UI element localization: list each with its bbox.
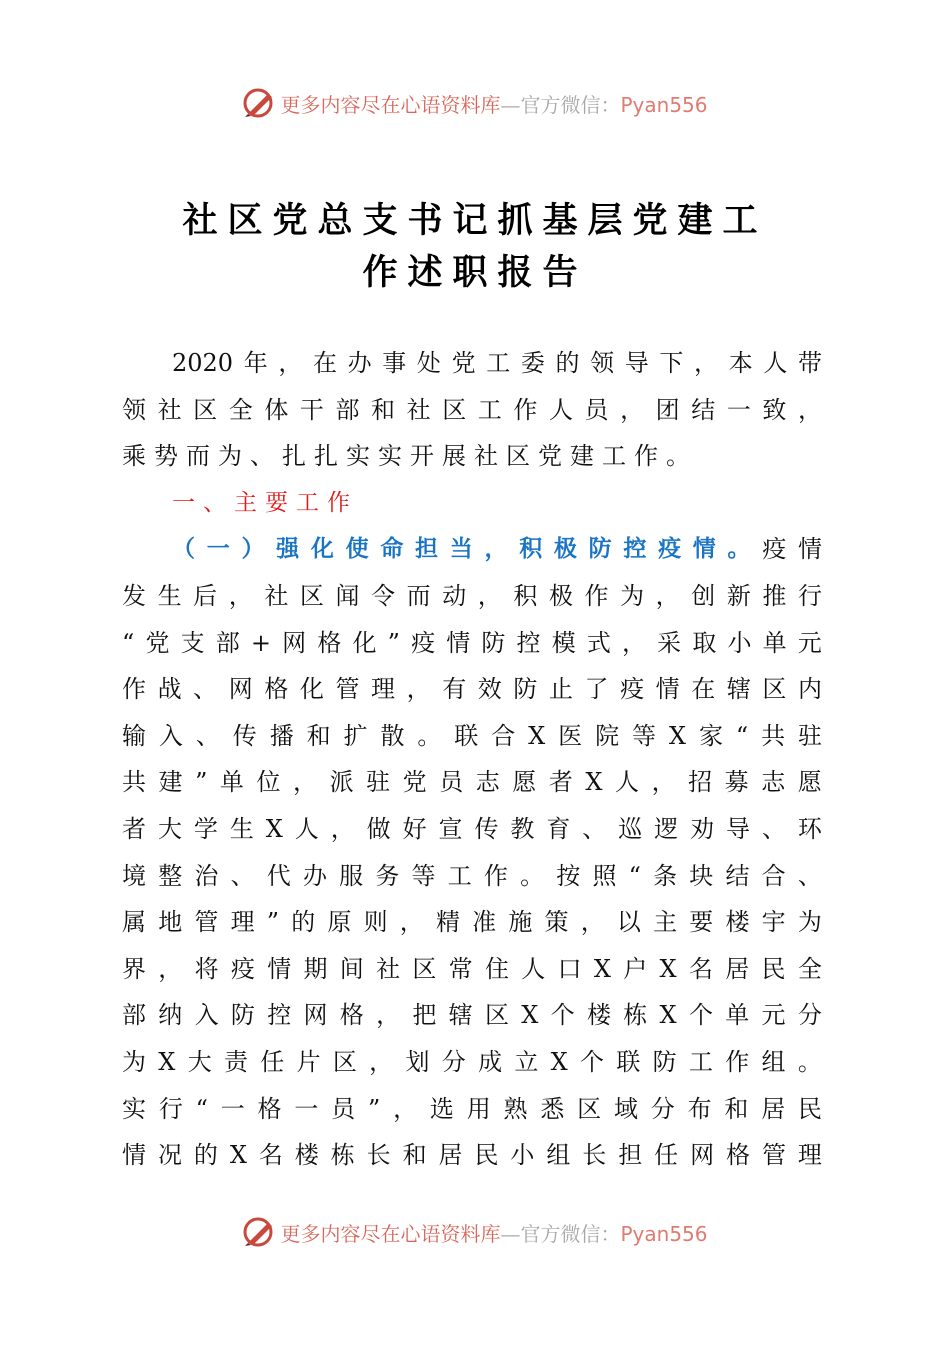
text-line: 情 况 的 X 名 楼 栋 长 和 居 民 小 组 长 担 任 网 格 管 理 xyxy=(122,1141,822,1170)
header-watermark xyxy=(0,83,950,123)
watermark-text: 更多内容尽在心语资料库—官方微信：Pyan556 xyxy=(280,1221,708,1246)
section-heading-text: 一 、 主 要 工 作 xyxy=(172,489,350,516)
footer-watermark xyxy=(0,1212,950,1252)
document-title xyxy=(120,195,830,299)
subsection-paragraph xyxy=(122,526,822,1178)
pen-logo-icon xyxy=(242,86,276,120)
intro-paragraph xyxy=(122,340,822,480)
text-line: 者 大 学 生 X 人 ， 做 好 宣 传 教 育 、 巡 逻 劝 导 、 环 xyxy=(122,814,822,843)
pen-logo-icon xyxy=(242,1215,276,1249)
watermark-text: 更多内容尽在心语资料库—官方微信：Pyan556 xyxy=(280,92,708,117)
document-body xyxy=(122,340,822,1179)
text-line: 发 生 后 ， 社 区 闻 令 而 动 ， 积 极 作 为 ， 创 新 推 行 xyxy=(122,581,822,610)
text-line: 领 社 区 全 体 干 部 和 社 区 工 作 人 员 ， 团 结 一 致 ， xyxy=(122,395,822,424)
text-line: （ 一 ） 强 化 使 命 担 当 ， 积 极 防 控 疫 情 。 疫 情 xyxy=(172,535,822,564)
text-line: 乘 势 而 为 、 扎 扎 实 实 开 展 社 区 党 建 工 作 。 xyxy=(122,442,690,471)
title-line-2: 作述职报告 xyxy=(362,253,588,293)
title-line-1: 社区党总支书记抓基层党建工 xyxy=(182,201,768,241)
section-heading xyxy=(122,480,822,527)
text-line: 界 ， 将 疫 情 期 间 社 区 常 住 人 口 X 户 X 名 居 民 全 xyxy=(122,954,822,983)
text-line: 共 建 ” 单 位 ， 派 驻 党 员 志 愿 者 X 人 ， 招 募 志 愿 xyxy=(122,768,822,797)
text-line: 部 纳 入 防 控 网 格 ， 把 辖 区 X 个 楼 栋 X 个 单 元 分 xyxy=(122,1001,822,1030)
text-line: “ 党 支 部 + 网 格 化 ” 疫 情 防 控 模 式 ， 采 取 小 单 元 xyxy=(122,628,822,657)
text-line: 作 战 、 网 格 化 管 理 ， 有 效 防 止 了 疫 情 在 辖 区 内 xyxy=(122,675,822,704)
text-line: 实 行 “ 一 格 一 员 ” ， 选 用 熟 悉 区 域 分 布 和 居 民 xyxy=(122,1094,822,1123)
text-line: 属 地 管 理 ” 的 原 则 ， 精 准 施 策 ， 以 主 要 楼 宇 为 xyxy=(122,908,822,937)
text-line: 2020 年 ， 在 办 事 处 党 工 委 的 领 导 下 ， 本 人 带 xyxy=(172,349,822,377)
text-line: 为 X 大 责 任 片 区 ， 划 分 成 立 X 个 联 防 工 作 组 。 xyxy=(122,1047,822,1076)
text-line: 境 整 治 、 代 办 服 务 等 工 作 。 按 照 “ 条 块 结 合 、 xyxy=(122,861,822,890)
text-line: 输 入 、 传 播 和 扩 散 。 联 合 X 医 院 等 X 家 “ 共 驻 xyxy=(122,721,822,750)
